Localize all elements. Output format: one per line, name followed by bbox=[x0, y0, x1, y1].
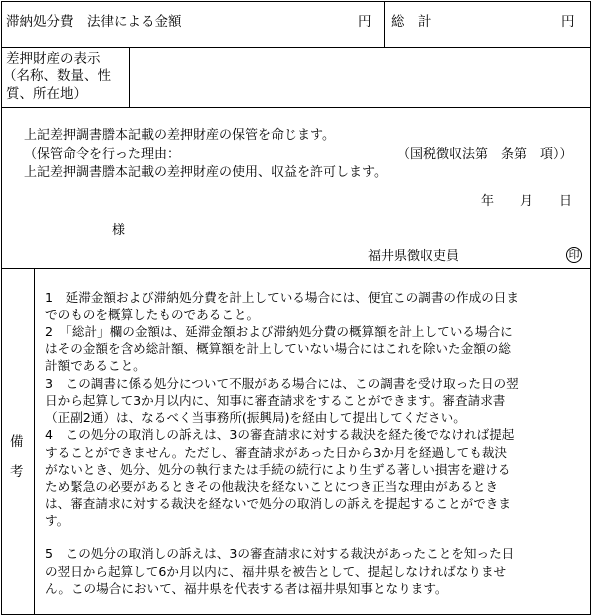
note-line: の翌日から起算して6か月以内に、福井県を被告として、提起しなければなりませ bbox=[45, 564, 507, 579]
note-line: （正副2通）は、なるべく当事務所(振興局)を経由して提出してください。 bbox=[45, 410, 466, 425]
property-label-line-3: 質、所在地） bbox=[6, 86, 87, 102]
note-line: 2 「総計」欄の金額は、延滞金額および滞納処分費の概算額を計上している場合に bbox=[45, 324, 513, 339]
note-line: 5 この処分の取消しの訴えは、3の審査請求に対する裁決があったことを知った日 bbox=[45, 546, 515, 561]
property-label-line-2: （名称、数量、性 bbox=[3, 68, 111, 84]
seal-mark: 印 bbox=[566, 247, 582, 263]
custody-reason-label: （保管命令を行った理由： bbox=[24, 147, 181, 162]
total-label: 総 計 bbox=[391, 14, 432, 30]
note-line: は、審査請求に対する裁決を経ないで処分の取消しの訴えを提起することができま bbox=[45, 496, 511, 511]
note-line: 3 この調書に係る処分について不服がある場合には、この調書を受け取った日の翌 bbox=[45, 376, 519, 391]
note-line: 日から起算して3か月以内に、知事に審査請求をすることができます。審査請求書 bbox=[45, 393, 506, 408]
recipient-suffix: 様 bbox=[112, 223, 126, 238]
note-line: でのものを概算したものであること。 bbox=[45, 307, 260, 322]
note-line: はその金額を含め総計額、概算額を計上していない場合にはこれを除いた金額の総 bbox=[45, 341, 511, 356]
row-divider-1 bbox=[1, 47, 591, 48]
note-line: ん。この場合において、福井県を代表する者は福井県知事となります。 bbox=[45, 581, 448, 596]
note-line: ため緊急の必要があるときその他裁決を経ないことにつき正当な理由があるとき bbox=[45, 479, 499, 494]
fee-label: 滞納処分費 法律による金額 bbox=[6, 14, 182, 30]
total-yen-unit: 円 bbox=[561, 14, 575, 30]
row-divider-3 bbox=[1, 268, 591, 269]
notes-column-divider bbox=[34, 268, 35, 615]
issuing-official: 福井県徴収吏員 bbox=[368, 249, 460, 264]
use-permission-text: 上記差押調書謄本記載の差押財産の使用、収益を許可します。 bbox=[24, 165, 387, 180]
order-date: 年 月 日 bbox=[481, 194, 573, 209]
row-divider-2 bbox=[1, 107, 591, 108]
note-line: 計額であること。 bbox=[45, 358, 146, 373]
note-line: 1 延滞金額および滞納処分費を計上している場合には、便宜この調書の作成の日ま bbox=[45, 290, 519, 305]
custody-order-text: 上記差押調書謄本記載の差押財産の保管を命じます。 bbox=[24, 128, 335, 143]
property-label-line-1: 差押財産の表示 bbox=[6, 51, 101, 67]
notes-label-1: 備 bbox=[10, 434, 24, 450]
notes-label-2: 考 bbox=[10, 464, 24, 480]
custody-reason-law: （国税徴収法第 条第 項）） bbox=[397, 147, 573, 162]
note-line: することができません。ただし、審査請求があった日から3か月を経過しても裁決 bbox=[45, 445, 508, 460]
note-line: がないとき、処分、処分の執行または手続の続行により生ずる著しい損害を避ける bbox=[45, 462, 511, 477]
property-column-divider bbox=[129, 47, 130, 107]
fee-yen-unit: 円 bbox=[358, 14, 372, 30]
note-line: す。 bbox=[45, 513, 70, 528]
header-column-divider bbox=[384, 1, 385, 47]
note-line: 4 この処分の取消しの訴えは、3の審査請求に対する裁決を経た後でなければ提起 bbox=[45, 427, 515, 442]
